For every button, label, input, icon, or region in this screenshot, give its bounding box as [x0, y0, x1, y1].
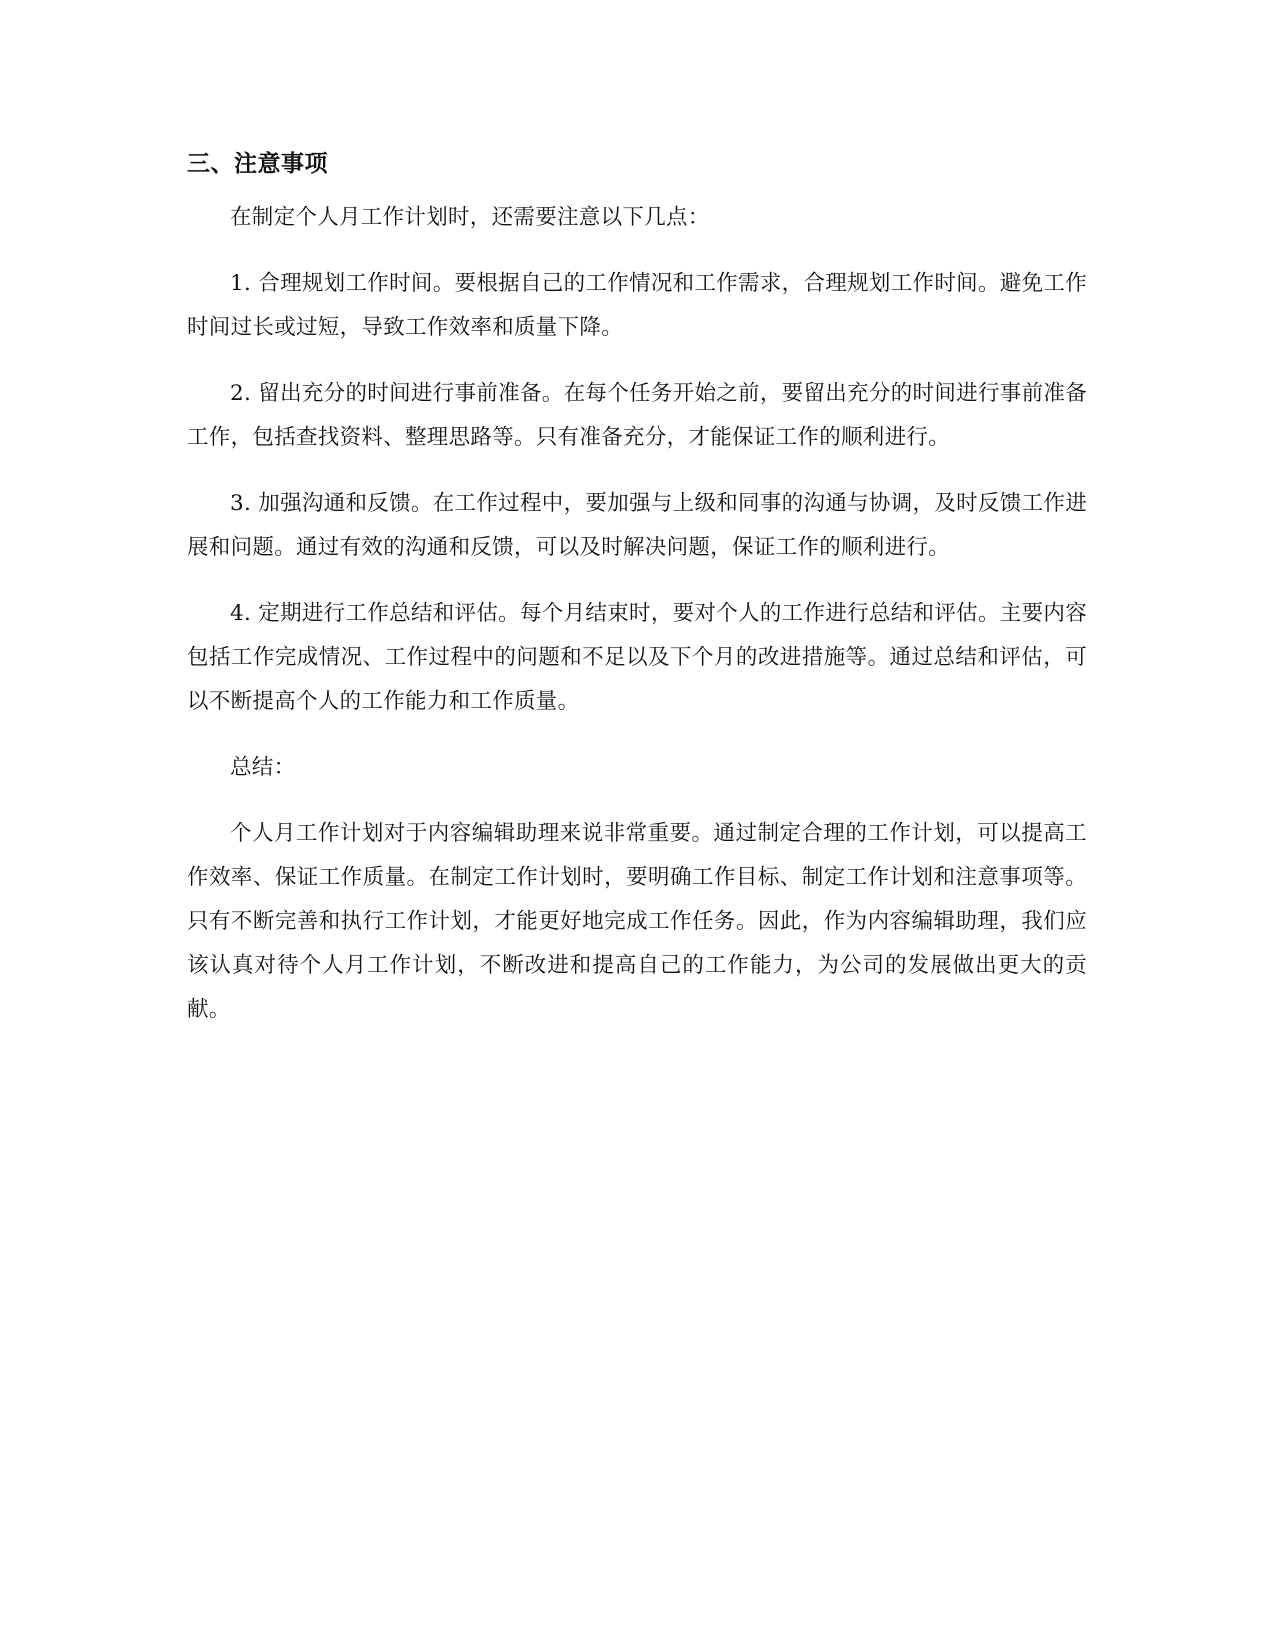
point-1-paragraph: 1. 合理规划工作时间。要根据自己的工作情况和工作需求，合理规划工作时间。避免工作时间过长或过短，导致工作效率和质量下降。: [187, 271, 1087, 340]
point-3-paragraph: 3. 加强沟通和反馈。在工作过程中，要加强与上级和同事的沟通与协调，及时反馈工作进展和问题。通过有效的沟通和反馈，可以及时解决问题，保证工作的顺利进行。: [187, 491, 1087, 560]
point-4-paragraph: 4. 定期进行工作总结和评估。每个月结束时，要对个人的工作进行总结和评估。主要内容包括工作完成情况、工作过程中的问题和不足以及下个月的改进措施等。通过总结和评估，可以不断提高个人的工作能力和工作质量。: [187, 601, 1087, 714]
document-body: [187, 148, 1087, 1054]
intro-paragraph: 在制定个人月工作计划时，还需要注意以下几点：: [230, 205, 710, 230]
summary-label: 总结：: [230, 755, 296, 780]
point-2-paragraph: 2. 留出充分的时间进行事前准备。在每个任务开始之前，要留出充分的时间进行事前准备工作，包括查找资料、整理思路等。只有准备充分，才能保证工作的顺利进行。: [187, 381, 1087, 450]
section-heading: 三、注意事项: [187, 151, 328, 177]
summary-paragraph: 个人月工作计划对于内容编辑助理来说非常重要。通过制定合理的工作计划，可以提高工作效率、保证工作质量。在制定工作计划时，要明确工作目标、制定工作计划和注意事项等。只有不断完善和执行工作计划，才能更好地完成工作任务。因此，作为内容编辑助理，我们应该认真对待个人月工作计划，不断改进和提高自己的工作能力，为公司的发展做出更大的贡献。: [187, 821, 1087, 1022]
